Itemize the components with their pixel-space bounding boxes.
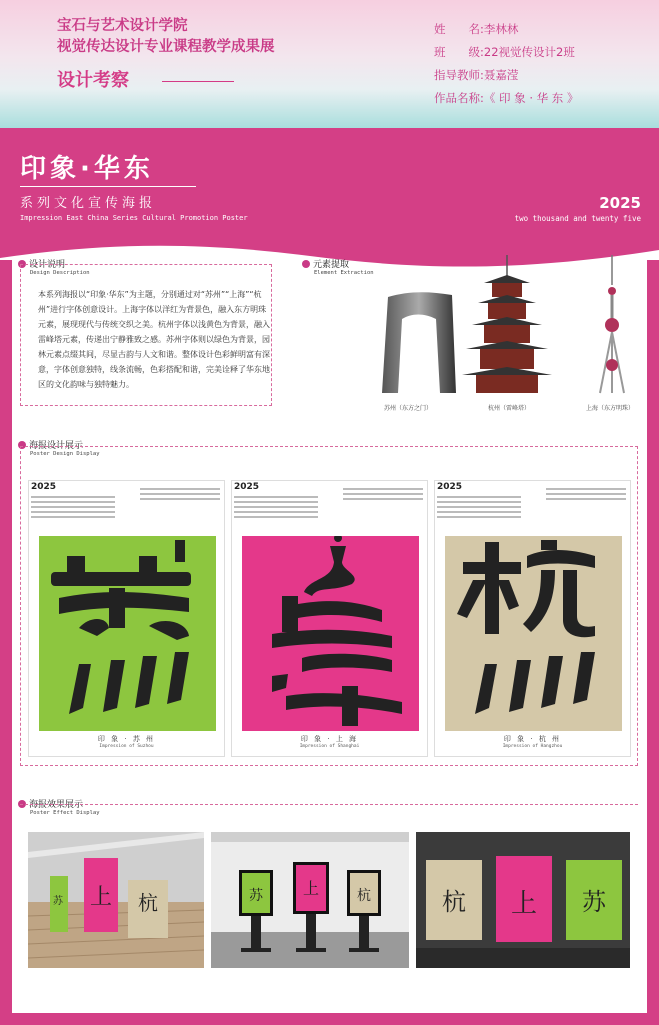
svg-text:上: 上: [510, 889, 538, 919]
effect-photo-wall: [416, 832, 630, 968]
poster-text-block: [31, 496, 115, 521]
banner-year: 2025: [599, 194, 641, 212]
banner-rule: [20, 186, 196, 187]
meta-work: 作品名称:《 印 象 · 华 东 》: [434, 91, 579, 105]
school-line-1: 宝石与艺术设计学院: [57, 18, 188, 34]
leifeng-pagoda-illustration: [462, 255, 552, 395]
poster-title-block: [140, 488, 220, 503]
section-elements-head: [302, 257, 349, 270]
svg-text:杭: 杭: [138, 891, 158, 915]
stands-scene: [211, 832, 409, 968]
design-tag: 设计考察: [57, 70, 129, 91]
wall-scene: [416, 832, 630, 968]
hangzhou-glyph-art: [445, 536, 622, 731]
effect-photo-stands: [211, 832, 409, 968]
poster-text-block: [437, 496, 521, 521]
poster-caption-en: Impression of Shanghai: [299, 744, 360, 749]
poster-year: 2025: [31, 482, 57, 492]
section-effects-title: 海报效果展示: [29, 800, 84, 810]
meta-class: 班 级:22视觉传设计2班: [434, 45, 575, 59]
element-illustrations: [370, 255, 650, 415]
poster-text-block: [234, 496, 318, 521]
frame-left: [0, 260, 12, 1025]
element-caption-hangzhou: 杭州（雷峰塔）: [488, 405, 531, 412]
poster-artwork: [445, 536, 622, 731]
banner-year-en: two thousand and twenty five: [514, 214, 641, 223]
section-posters-title-en: Poster Design Display: [30, 451, 100, 457]
meta-teacher: 指导教师:聂嘉滢: [434, 68, 519, 82]
poster-shanghai: [231, 480, 428, 757]
poster-year: 2025: [234, 482, 260, 492]
section-effects-title-en: Poster Effect Display: [30, 810, 100, 816]
poster-title-block: [546, 488, 626, 503]
svg-text:苏: 苏: [582, 888, 606, 916]
shanghai-glyph-art: [242, 536, 419, 731]
effects-rule: [20, 804, 638, 805]
svg-text:上: 上: [89, 885, 113, 910]
oriental-pearl-tower-illustration: [592, 255, 632, 395]
poster-caption: 印 象 · 杭 州: [503, 735, 562, 743]
section-elements-title: 元素提取: [313, 260, 350, 270]
poster-hangzhou: [434, 480, 631, 757]
svg-text:苏: 苏: [53, 896, 63, 907]
effect-photo-gallery: [28, 832, 204, 968]
section-description-title: 设计说明: [29, 260, 66, 270]
element-caption-suzhou: 苏州（东方之门）: [384, 405, 433, 412]
poster-title-block: [343, 488, 423, 503]
gallery-scene: [28, 832, 204, 968]
section-description-title-en: Design Description: [30, 270, 90, 276]
design-tag-rule: [162, 81, 234, 82]
banner-subtitle-en: Impression East China Series Cultural Promotion Poster: [20, 214, 248, 222]
school-title: [57, 16, 275, 58]
poster-caption: 印 象 · 上 海: [300, 735, 359, 743]
section-elements-title-en: Element Extraction: [314, 270, 374, 276]
poster-suzhou: [28, 480, 225, 757]
svg-text:上: 上: [302, 879, 320, 898]
frame-bottom: [0, 1013, 659, 1025]
header: [0, 0, 659, 128]
school-line-2: 视觉传达设计专业课程教学成果展: [57, 39, 275, 55]
poster-year: 2025: [437, 482, 463, 492]
poster-caption: 印 象 · 苏 州: [97, 735, 156, 743]
element-caption-shanghai: 上海（东方明珠）: [586, 405, 635, 412]
banner-subtitle: 系列文化宣传海报: [20, 196, 157, 211]
poster-artwork: [242, 536, 419, 731]
banner-title: 印象·华东: [20, 154, 154, 184]
suzhou-glyph-art: [39, 536, 216, 731]
meta-name: 姓 名:李林林: [434, 22, 519, 36]
poster-artwork: [39, 536, 216, 731]
description-text: 本系列海报以“印象·华东”为主题，分别通过对“苏州”“上海”“杭州”进行字体创意设计。上海字体以洋红为背景色，融入东方明珠元素，展现现代与传统交织之美。杭州字体以浅黄色为背景，融入雷峰塔元素，传递出宁静雅致之感。苏州字体则以绿色为背景，园林元素点缀其间，尽显古韵与人文和谐。整体设计色彩鲜明富有深意，字体创意独特，线条流畅，色彩搭配和谐，完美诠释了华东地区的文化韵味与独特魅力。: [38, 290, 270, 389]
svg-text:苏: 苏: [249, 888, 263, 904]
bullet-icon: [302, 260, 310, 268]
poster-caption-en: Impression of Suzhou: [99, 744, 154, 749]
svg-text:杭: 杭: [357, 888, 371, 904]
svg-text:杭: 杭: [442, 888, 466, 916]
student-meta: [434, 18, 578, 110]
poster-caption-en: Impression of Hangzhou: [502, 744, 563, 749]
gate-of-orient-illustration: [378, 285, 458, 395]
section-posters-title: 海报设计展示: [29, 441, 84, 451]
